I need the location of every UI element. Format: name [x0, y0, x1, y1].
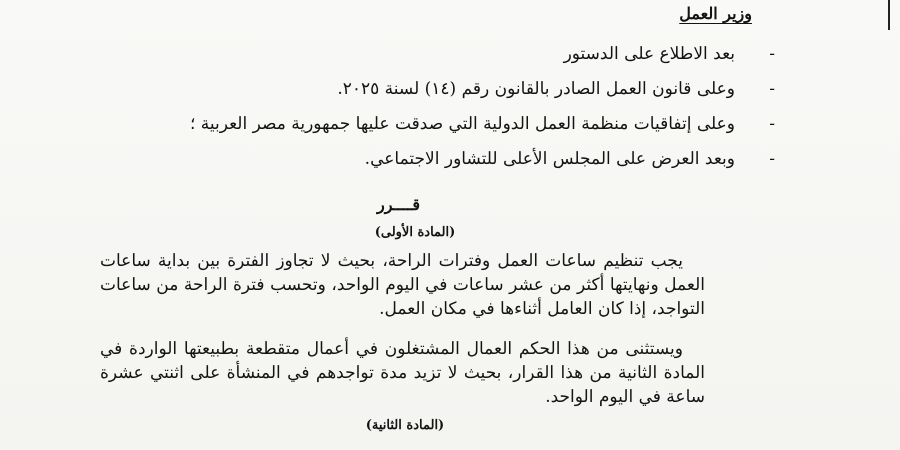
article-1-paragraph-2-text: ويستثنى من هذا الحكم العمال المشتغلون في أعمال متقطعة بطبيعتها الواردة في المادة الثانية من هذا القرار، بحيث لا تزيد مدة تواجدهم في المنشأة على اثنتي عشرة ساعة في اليوم الواحد.: [100, 339, 705, 407]
bullet-dash: -: [769, 44, 775, 64]
decree-heading: قــــرر: [377, 195, 420, 214]
preamble-item: [135, 42, 775, 66]
preamble-list: [135, 42, 775, 182]
preamble-item-text: وعلى إتفاقيات منظمة العمل الدولية التي صدقت عليها جمهورية مصر العربية ؛: [189, 114, 735, 134]
preamble-item: [135, 77, 775, 101]
document-header: وزير العمل: [679, 4, 752, 23]
bullet-dash: -: [769, 114, 775, 134]
bullet-dash: -: [769, 79, 775, 99]
article-1-title: (المادة الأولى): [374, 225, 456, 240]
preamble-item: [135, 147, 775, 171]
preamble-item-text: بعد الاطلاع على الدستور: [563, 44, 735, 64]
article-1-paragraph-1: [100, 249, 705, 321]
article-2-title: (المادة الثانية): [365, 418, 445, 433]
bullet-dash: -: [769, 149, 775, 169]
page-edge-line: [888, 0, 890, 30]
article-1-paragraph-1-text: يجب تنظيم ساعات العمل وفترات الراحة، بحيث لا تجاوز الفترة بين بداية ساعات العمل ونهايتها أكثر من عشر ساعات في اليوم الواحد، وتحسب فترة الراحة من ساعات التواجد، إذا كان العامل أثناءها في مكان العمل.: [100, 251, 705, 319]
preamble-item-text: وعلى قانون العمل الصادر بالقانون رقم (١٤) لسنة ٢٠٢٥.: [337, 79, 735, 99]
article-1-paragraph-2: [100, 337, 705, 409]
preamble-item: [135, 112, 775, 136]
preamble-item-text: وبعد العرض على المجلس الأعلى للتشاور الاجتماعي.: [364, 149, 735, 169]
